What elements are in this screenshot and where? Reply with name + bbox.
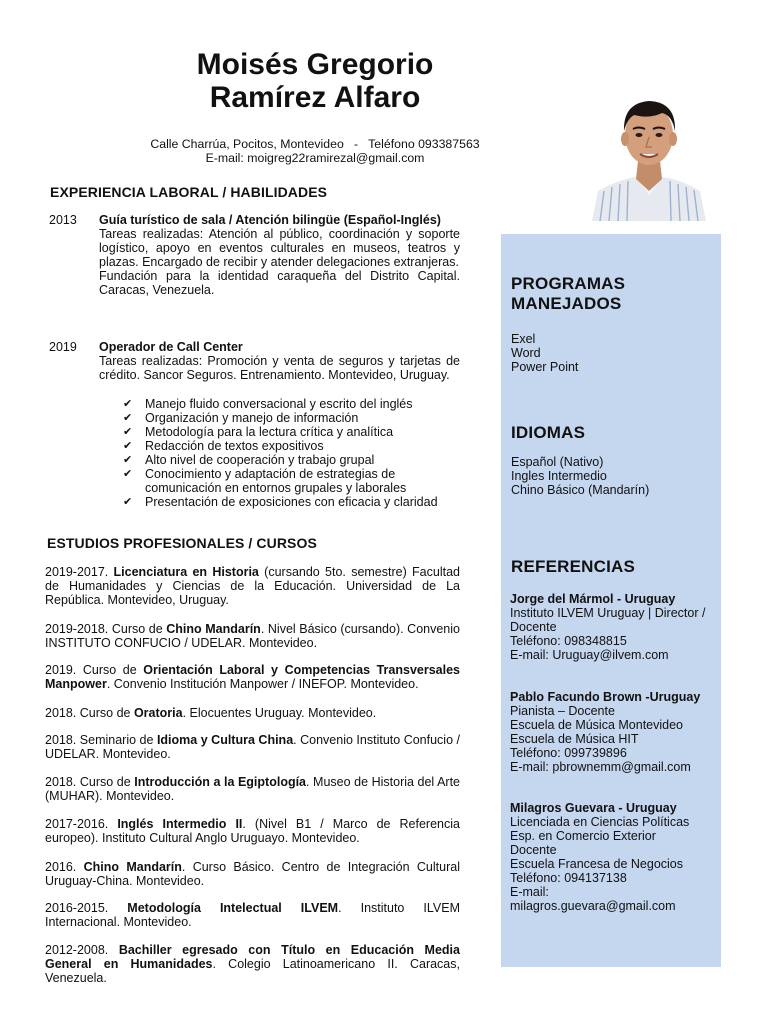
study-item: 2017-2016. Inglés Intermedio II. (Nivel B1 / Marco de Referencia europeo). Instituto Cultural Anglo Uruguayo. Montevideo. — [45, 817, 460, 845]
name-line-1: Moisés Gregorio — [196, 48, 434, 81]
languages-title: IDIOMAS — [511, 423, 586, 442]
contact-info — [110, 137, 520, 165]
check-icon: ✔ — [123, 398, 133, 410]
skill-item: ✔ Organización y manejo de información — [123, 411, 359, 425]
reference-name: Pablo Facundo Brown -Uruguay — [510, 690, 701, 704]
job-year: 2013 — [49, 213, 77, 227]
references-title: REFERENCIAS — [511, 557, 636, 576]
name-line-2: Ramírez Alfaro — [209, 81, 421, 114]
skill-item: ✔ Redacción de textos expositivos — [123, 439, 324, 453]
check-icon: ✔ — [123, 454, 133, 466]
study-item: 2016. Chino Mandarín. Curso Básico. Centro de Integración Cultural Uruguay-China. Montevideo. — [45, 860, 460, 888]
program-item: Exel — [511, 332, 536, 346]
address-line: Calle Charrúa, Pocitos, Montevideo - Teléfono 093387563 — [150, 137, 480, 151]
reference-entry: Jorge del Mármol - Uruguay Instituto ILVEM Uruguay | Director / Docente Teléfono: 098348815 E-mail: Uruguay@ilvem.com — [510, 592, 710, 662]
study-item: 2019-2017. Licenciatura en Historia (cursando 5to. semestre) Facultad de Humanidades y Ciencias de la Educación. Universidad de La República. Montevideo, Uruguay. — [45, 565, 460, 607]
study-item: 2018. Seminario de Idioma y Cultura China. Convenio Instituto Confucio / UDELAR. Montevideo. — [45, 733, 460, 761]
language-item: Español (Nativo) — [511, 455, 604, 469]
job-employer: Fundación para la identidad caraqueña del Distrito Capital. Caracas, Venezuela. — [99, 269, 460, 297]
study-item: 2018. Curso de Oratoria. Elocuentes Uruguay. Montevideo. — [45, 706, 377, 720]
check-icon: ✔ — [123, 496, 133, 508]
profile-photo — [590, 95, 708, 221]
program-item: Power Point — [511, 359, 579, 374]
program-item: Word — [511, 345, 541, 360]
job-description: Tareas realizadas: Atención al público, coordinación y soporte logístico, apoyo en eventos culturales en museos, teatros y plazas. Encargado de recibir y atender delegaciones extranjeras. — [99, 227, 460, 269]
job-title: Guía turístico de sala / Atención bilingüe (Español-Inglés) — [99, 213, 441, 227]
study-item: 2012-2008. Bachiller egresado con Título en Educación Media General en Humanidades. Colegio Latinoamericano II. Caracas, Venezuela. — [45, 943, 460, 985]
programs-title: PROGRAMAS MANEJADOS — [511, 274, 626, 313]
email-line: E-mail: moigreg22ramirezal@gmail.com — [205, 151, 425, 165]
study-item: 2018. Curso de Introducción a la Egiptología. Museo de Historia del Arte (MUHAR). Montevideo. — [45, 775, 460, 803]
check-icon: ✔ — [123, 440, 133, 452]
skill-item: ✔ Metodología para la lectura crítica y analítica — [123, 425, 394, 439]
job-entry — [99, 213, 460, 297]
check-icon: ✔ — [123, 412, 133, 424]
check-icon: ✔ — [123, 468, 133, 480]
job-title: Operador de Call Center — [99, 340, 243, 354]
study-item: 2016-2015. Metodología Intelectual ILVEM. Instituto ILVEM Internacional. Montevideo. — [45, 901, 460, 929]
languages-list — [511, 456, 649, 497]
language-item: Chino Básico (Mandarín) — [511, 482, 650, 497]
reference-name: Jorge del Mármol - Uruguay — [510, 592, 676, 606]
job-year: 2019 — [49, 340, 77, 354]
language-item: Ingles Intermedio — [511, 468, 607, 483]
experience-section-title: EXPERIENCIA LABORAL / HABILIDADES — [50, 184, 328, 200]
reference-entry: Milagros Guevara - Uruguay Licenciada en Ciencias Políticas Esp. en Comercio Exterior Docente Escuela Francesa de Negocios Teléfono: 094137138 E-mail: milagros.guevara@gmail.com — [510, 801, 715, 913]
study-item: 2019. Curso de Orientación Laboral y Competencias Transversales Manpower. Convenio Institución Manpower / INEFOP. Montevideo. — [45, 663, 461, 691]
check-icon: ✔ — [123, 426, 133, 438]
skill-item: ✔ Manejo fluido conversacional y escrito del inglés — [123, 397, 413, 411]
skill-item: ✔ Conocimiento y adaptación de estrategias de comunicación en entornos grupales y laborales — [123, 467, 407, 495]
skills-list — [123, 397, 463, 509]
study-item: 2019-2018. Curso de Chino Mandarín. Nivel Básico (cursando). Convenio INSTITUTO CONFUCIO / UDELAR. Montevideo. — [45, 622, 460, 650]
reference-entry: Pablo Facundo Brown -Uruguay Pianista – Docente Escuela de Música Montevideo Escuela de Música HIT Teléfono: 099739896 E-mail: pbrownemm@gmail.com — [510, 690, 715, 774]
reference-name: Milagros Guevara - Uruguay — [510, 801, 677, 815]
job-description: Tareas realizadas: Promoción y venta de seguros y tarjetas de crédito. Sancor Seguros. Entrenamiento. Montevideo, Uruguay. — [99, 354, 460, 382]
candidate-name — [150, 48, 480, 114]
job-entry — [99, 340, 460, 382]
studies-section-title: ESTUDIOS PROFESIONALES / CURSOS — [47, 535, 317, 551]
skill-item: ✔ Alto nivel de cooperación y trabajo grupal — [123, 453, 375, 467]
programs-list — [511, 333, 578, 374]
skill-item: ✔ Presentación de exposiciones con eficacia y claridad — [123, 495, 438, 509]
